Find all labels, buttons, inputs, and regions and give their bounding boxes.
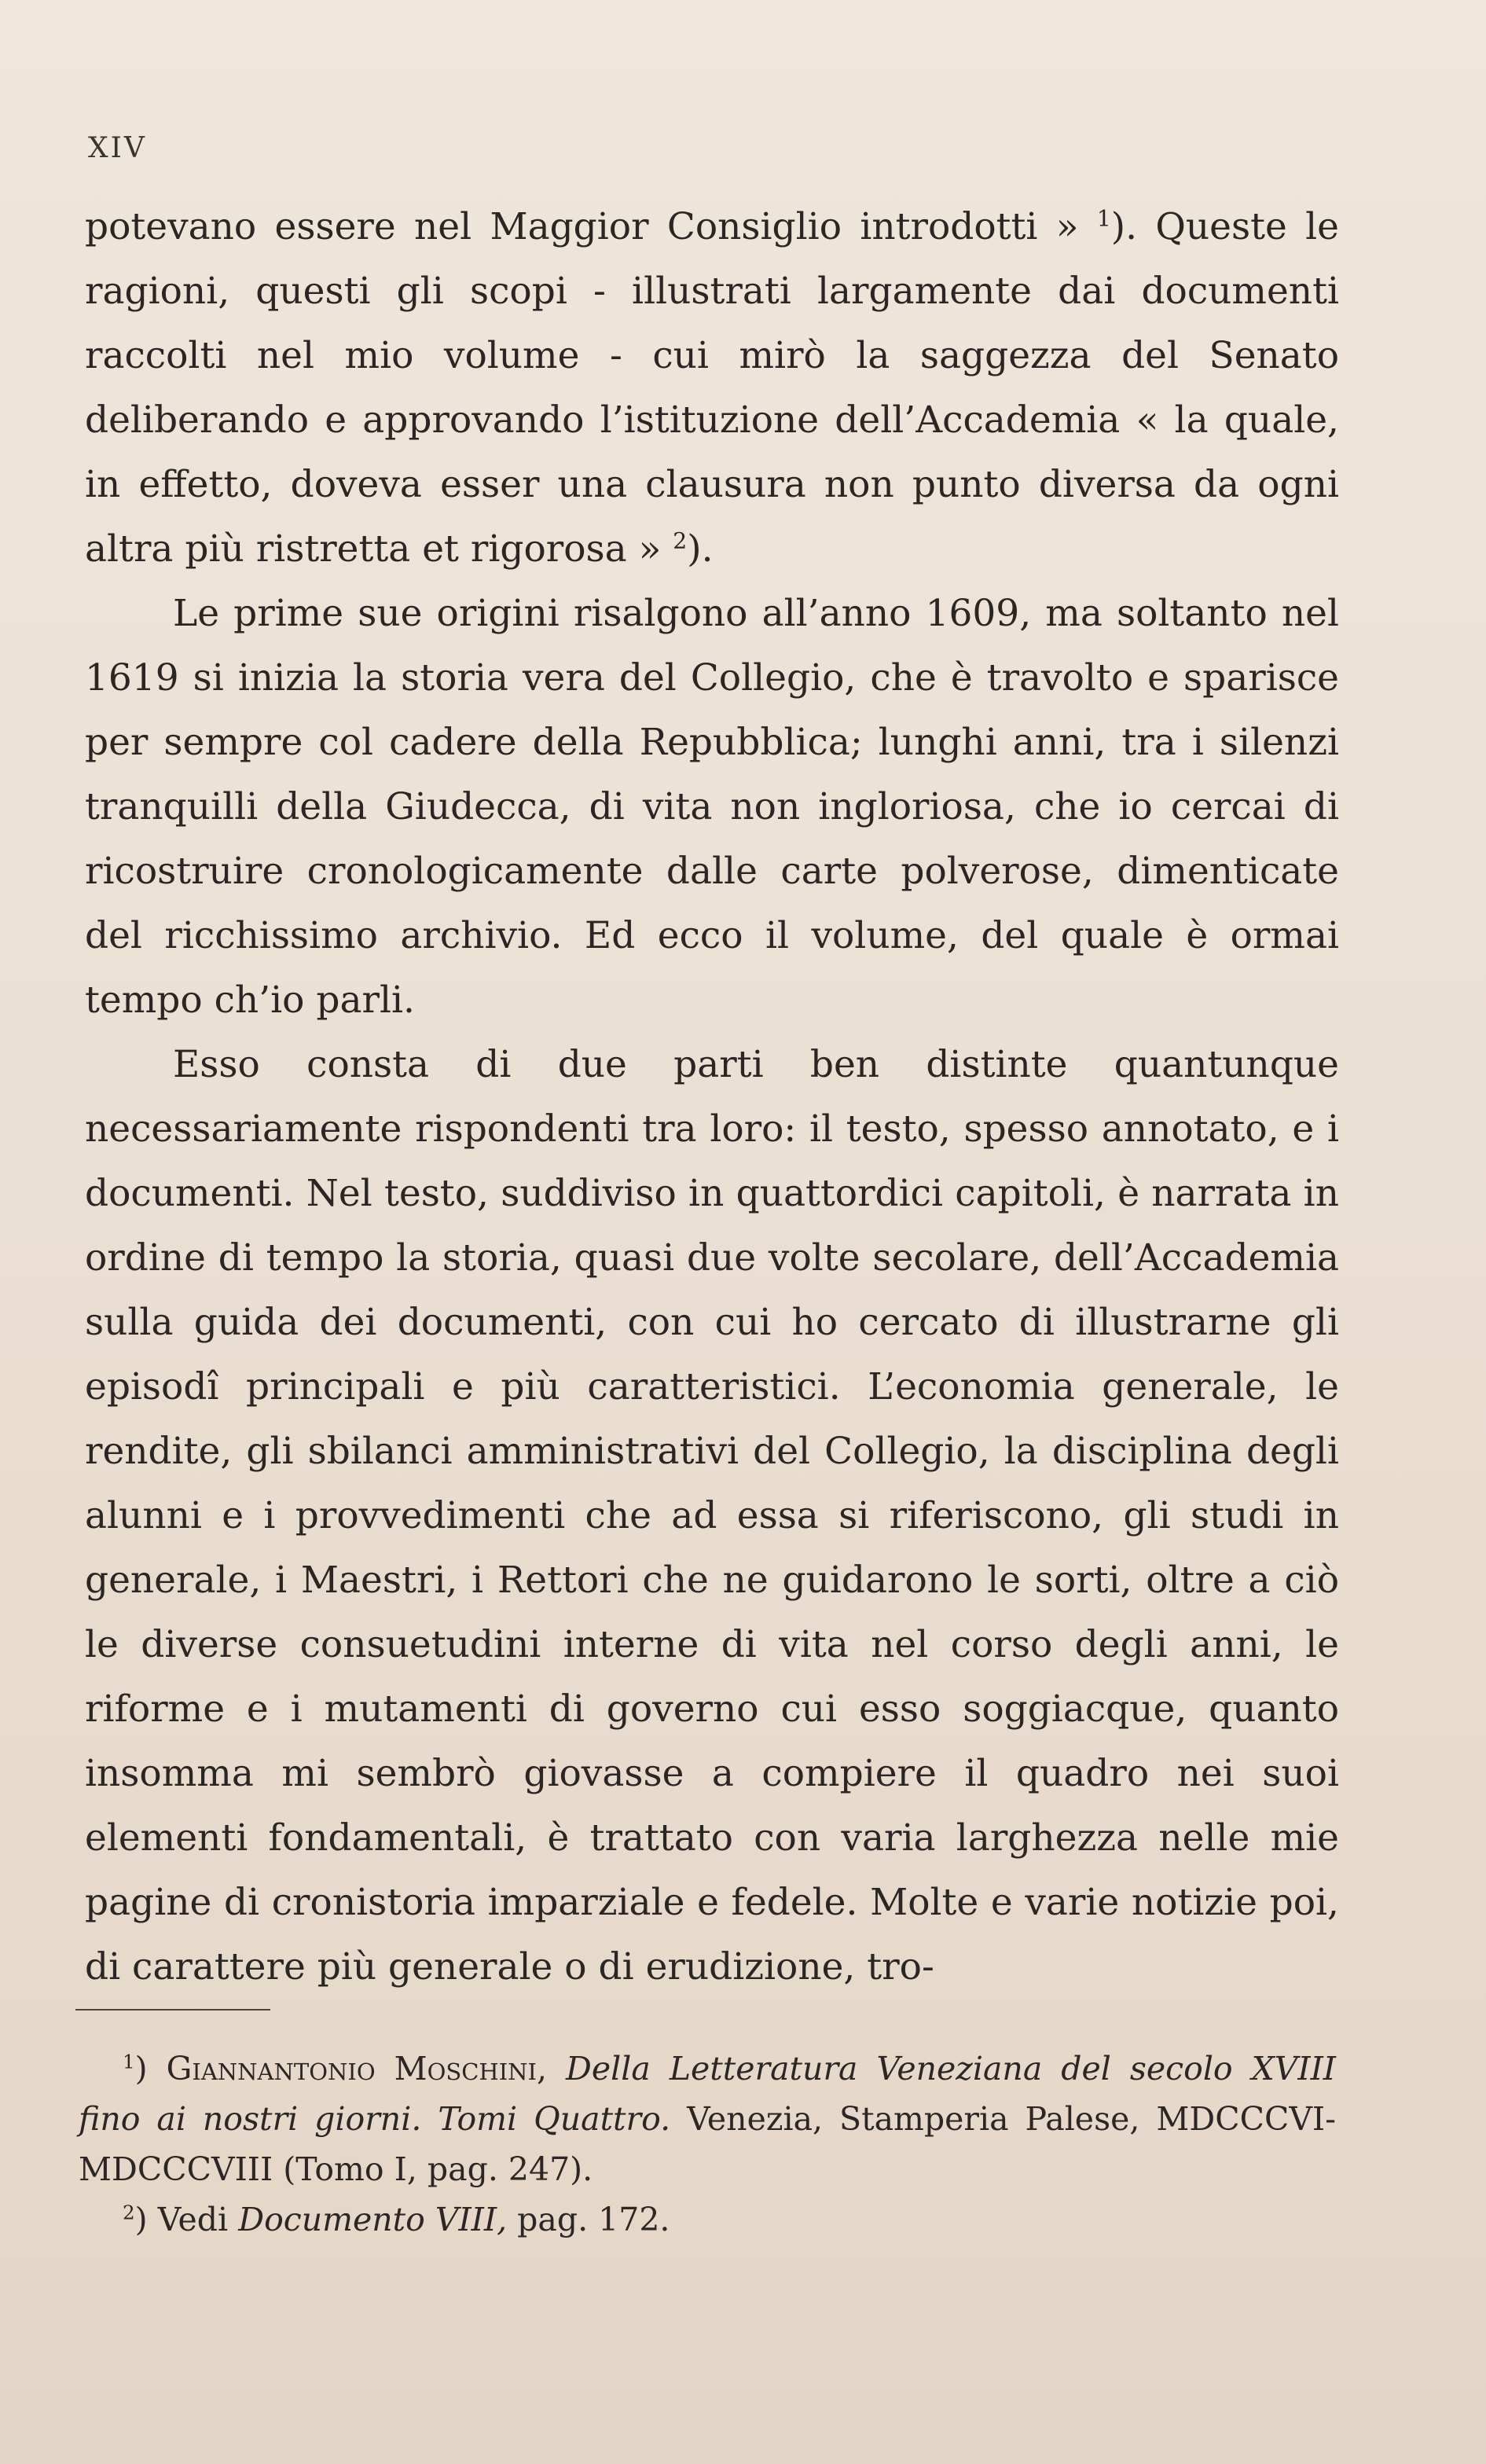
paragraph-2: Le prime sue origini risalgono all’anno 1609, ma soltanto nel 1619 si inizia la storia vera del Collegio, che è travolto e sparisce per sempre col cadere della Repubblica; lunghi anni, tra i silenzi tranquilli della Giudecca, di vita non ingloriosa, che io cercai di ricostruire cronologicamente dalle carte polverose, dimenticate del ricchissimo archivio. Ed ecco il volume, del quale è ormai tempo ch’io parli. bbox=[85, 592, 1339, 1022]
footnote-2-marker: 2 bbox=[123, 2201, 135, 2224]
footnote-ref-2: 2 bbox=[673, 527, 688, 554]
footnote-1-marker: 1 bbox=[123, 2050, 135, 2073]
footnote-1: $^1$) Giannantonio Moschini, Della Letteratura Veneziana del secolo XVIII fino ai nostri giorni. Tomi Quattro. Venezia, Stamperia Palese, MDCCCVI-MDCCCVIII (Tomo I, pag. 247). bbox=[79, 2050, 1336, 2188]
footnote-2-rest: pag. 172. bbox=[507, 2201, 670, 2238]
footnote-divider bbox=[75, 2009, 270, 2010]
footnote-1-author: Giannantonio Moschini, bbox=[166, 2050, 548, 2088]
footnote-1-rest: Venezia, Stamperia Palese, MDCCCVI-MDCCCVIII (Tomo I, pag. 247). bbox=[79, 2100, 1336, 2188]
page-number: XIV bbox=[88, 132, 147, 164]
footnote-2: $^2$) Vedi Documento VIII, pag. 172. bbox=[123, 2201, 670, 2238]
main-text bbox=[85, 195, 1339, 1999]
footnote-2-prefix: Vedi bbox=[147, 2201, 239, 2238]
paragraph-1 bbox=[85, 195, 1339, 582]
paragraph-1-text-before: potevano essere nel Maggior Consiglio introdotti » bbox=[85, 205, 1097, 248]
paragraph-3: Esso consta di due parti ben distinte quantunque necessariamente rispondenti tra loro: il testo, spesso annotato, e i documenti. Nel testo, suddiviso in quattordici capitoli, è narrata in ordine di tempo la storia, quasi due volte secolare, dell’Accademia sulla guida dei documenti, con cui ho cercato di illustrarne gli episodî principali e più caratteristici. L’economia generale, le rendite, gli sbilanci amministrativi del Collegio, la disciplina degli alunni e i provvedimenti che ad essa si riferiscono, gli studi in generale, i Maestri, i Rettori che ne guidarono le sorti, oltre a ciò le diverse consuetudini interne di vita nel corso degli anni, le riforme e i mutamenti di governo cui esso soggiacque, quanto insomma mi sembrò giovasse a compiere il quadro nei suoi elementi fondamentali, è trattato con varia larghezza nelle mie pagine di cronistoria imparziale e fedele. Molte e varie notizie poi, di carattere più generale o di erudizione, tro- bbox=[85, 1043, 1339, 1988]
footnote-2-document: Documento VIII, bbox=[238, 2201, 508, 2238]
paragraph-1-text-after: ). bbox=[687, 527, 714, 571]
footnote-1-title: Della Letteratura Veneziana del secolo XVIII fino ai nostri giorni. Tomi Quattro. bbox=[79, 2050, 1336, 2138]
footnotes bbox=[79, 2044, 1336, 2245]
paragraph-1-text-middle: ). Queste le ragioni, questi gli scopi - illustrati largamente dai documenti raccolti nel mio volume - cui mirò la saggezza del Senato deliberando e approvando l’istituzione dell’Accademia « la quale, in effetto, doveva esser una clausura non punto diversa da ogni altra più ristretta et rigorosa » bbox=[85, 205, 1339, 571]
footnote-ref-1: 1 bbox=[1096, 205, 1111, 232]
